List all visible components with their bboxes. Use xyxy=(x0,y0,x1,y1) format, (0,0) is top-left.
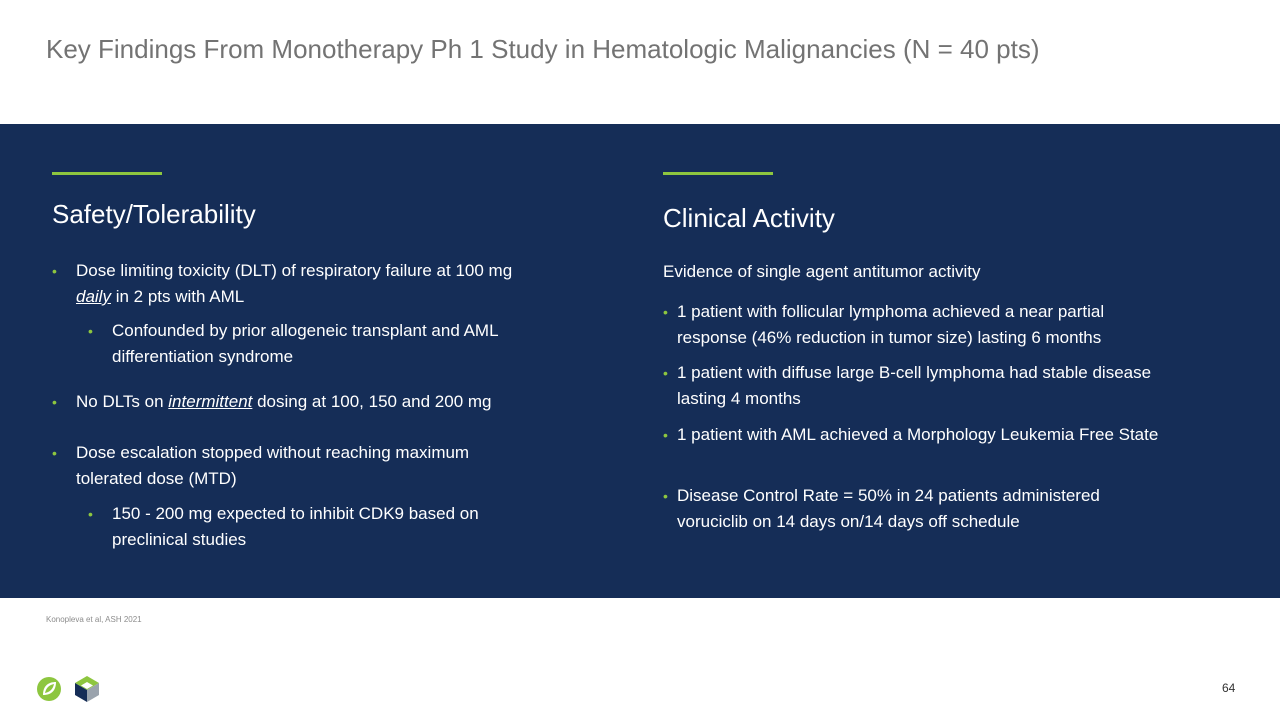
safety-heading: Safety/Tolerability xyxy=(52,199,256,229)
no-dlt-bullet: • No DLTs on intermittent dosing at 100, 150 and 200 mg xyxy=(76,389,576,415)
slide-title: Key Findings From Monotherapy Ph 1 Study in Hematologic Malignancies (N = 40 pts) xyxy=(46,34,1040,64)
bullet-dot-icon: • xyxy=(52,445,57,461)
daily-emphasis: daily xyxy=(76,287,111,306)
leaf-logo-icon xyxy=(36,676,62,702)
list-item: • 1 patient with AML achieved a Morphology Leukemia Free State xyxy=(677,422,1167,448)
bullet-dot-icon: • xyxy=(52,263,57,279)
accent-bar xyxy=(663,172,773,175)
accent-bar xyxy=(52,172,162,175)
citation: Konopleva et al, ASH 2021 xyxy=(46,615,142,624)
bullet-dot-icon: • xyxy=(88,506,93,522)
bullet-dot-icon: • xyxy=(663,365,668,381)
activity-intro: Evidence of single agent antitumor activity xyxy=(663,262,981,281)
bullet-dot-icon: • xyxy=(52,394,57,410)
page-number: 64 xyxy=(1222,681,1236,695)
intermittent-emphasis: intermittent xyxy=(168,392,253,411)
list-item: • 1 patient with follicular lymphoma achieved a near partial response (46% reduction in tumor size) lasting 6 months xyxy=(677,299,1167,351)
escalation-bullet: • Dose escalation stopped without reaching maximum tolerated dose (MTD) xyxy=(76,440,521,492)
bullet-dot-icon: • xyxy=(663,488,668,504)
dlt-bullet: • Dose limiting toxicity (DLT) of respiratory failure at 100 mg daily in 2 pts with AML xyxy=(76,258,536,310)
cube-logo-icon xyxy=(72,674,102,704)
bullet-dot-icon: • xyxy=(663,304,668,320)
bullet-dot-icon: • xyxy=(88,323,93,339)
list-item: • Disease Control Rate = 50% in 24 patients administered voruciclib on 14 days on/14 days off schedule xyxy=(677,483,1167,535)
bullet-dot-icon: • xyxy=(663,427,668,443)
content-panel xyxy=(0,124,1280,598)
cdk9-subbullet: • 150 - 200 mg expected to inhibit CDK9 based on preclinical studies xyxy=(112,501,532,553)
clinical-activity-heading: Clinical Activity xyxy=(663,203,835,233)
confounded-subbullet: • Confounded by prior allogeneic transplant and AML differentiation syndrome xyxy=(112,318,552,370)
list-item: • 1 patient with diffuse large B-cell lymphoma had stable disease lasting 4 months xyxy=(677,360,1167,412)
